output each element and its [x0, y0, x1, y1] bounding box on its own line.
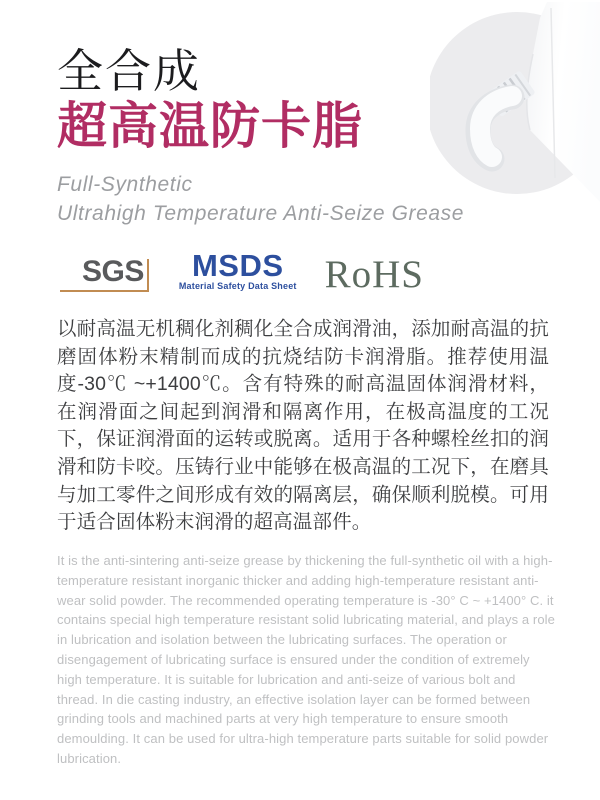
rohs-logo	[324, 253, 424, 296]
sgs-logo-text: SGS	[82, 255, 144, 288]
description-chinese: 以耐高温无机稠化剂稠化全合成润滑油，添加耐高温的抗磨固体粉末精制而成的抗烧结防卡润滑脂。推荐使用温度-30℃ ~+1400℃。含有特殊的耐高温固体润滑材料，在润滑面之间起到润滑和隔离作用，在极高温度的工况下，保证润滑面的运转或脱离。适用于各种螺栓丝扣的润滑和防卡咬。压铸行业中能够在极高温的工况下，在磨具与加工零件之间形成有效的隔离层，确保顺利脱模。可用于适合固体粉末润滑的超高温部件。	[57, 318, 549, 534]
subtitle-line1: Full-Synthetic	[57, 173, 193, 196]
msds-logo-subtext: Material Safety Data Sheet	[178, 281, 297, 291]
msds-logo-text: MSDS	[191, 248, 284, 283]
subtitle-line2: Ultrahigh Temperature Anti-Seize Grease	[57, 202, 465, 225]
product-title-cn-line1: 全合成	[57, 45, 201, 97]
product-title-cn-line2: 超高温防卡脂	[57, 98, 363, 154]
description-english: It is the anti-sintering anti-seize grease by thickening the full-synthetic oil with a high-temperature resistant inorganic thicker and adding high-temperature resistant anti-wear solid powder. The recommended operating temperature is -30° C ~ +1400° C. it contains special high temperature resistant solid lubricating material, and plays a role in lubrication and isolation between the lubricating surfaces. The operation or disengagement of lubricating surface is ensured under the condition of extremely high temperature. It is suitable for lubrication and anti-seize of various bolt and thread. In die casting industry, an effective isolation layer can be formed between grinding tools and machined parts at very high temperature to ensure smooth demoulding. It can be used for ultra-high temperature parts suitable for solid powder lubrication.	[57, 553, 556, 766]
header	[57, 44, 464, 228]
sgs-logo	[60, 255, 149, 292]
certification-logos	[60, 248, 424, 296]
rohs-logo-text: RoHS	[324, 253, 424, 296]
msds-logo	[178, 248, 297, 291]
product-subtitle-en	[57, 170, 464, 228]
